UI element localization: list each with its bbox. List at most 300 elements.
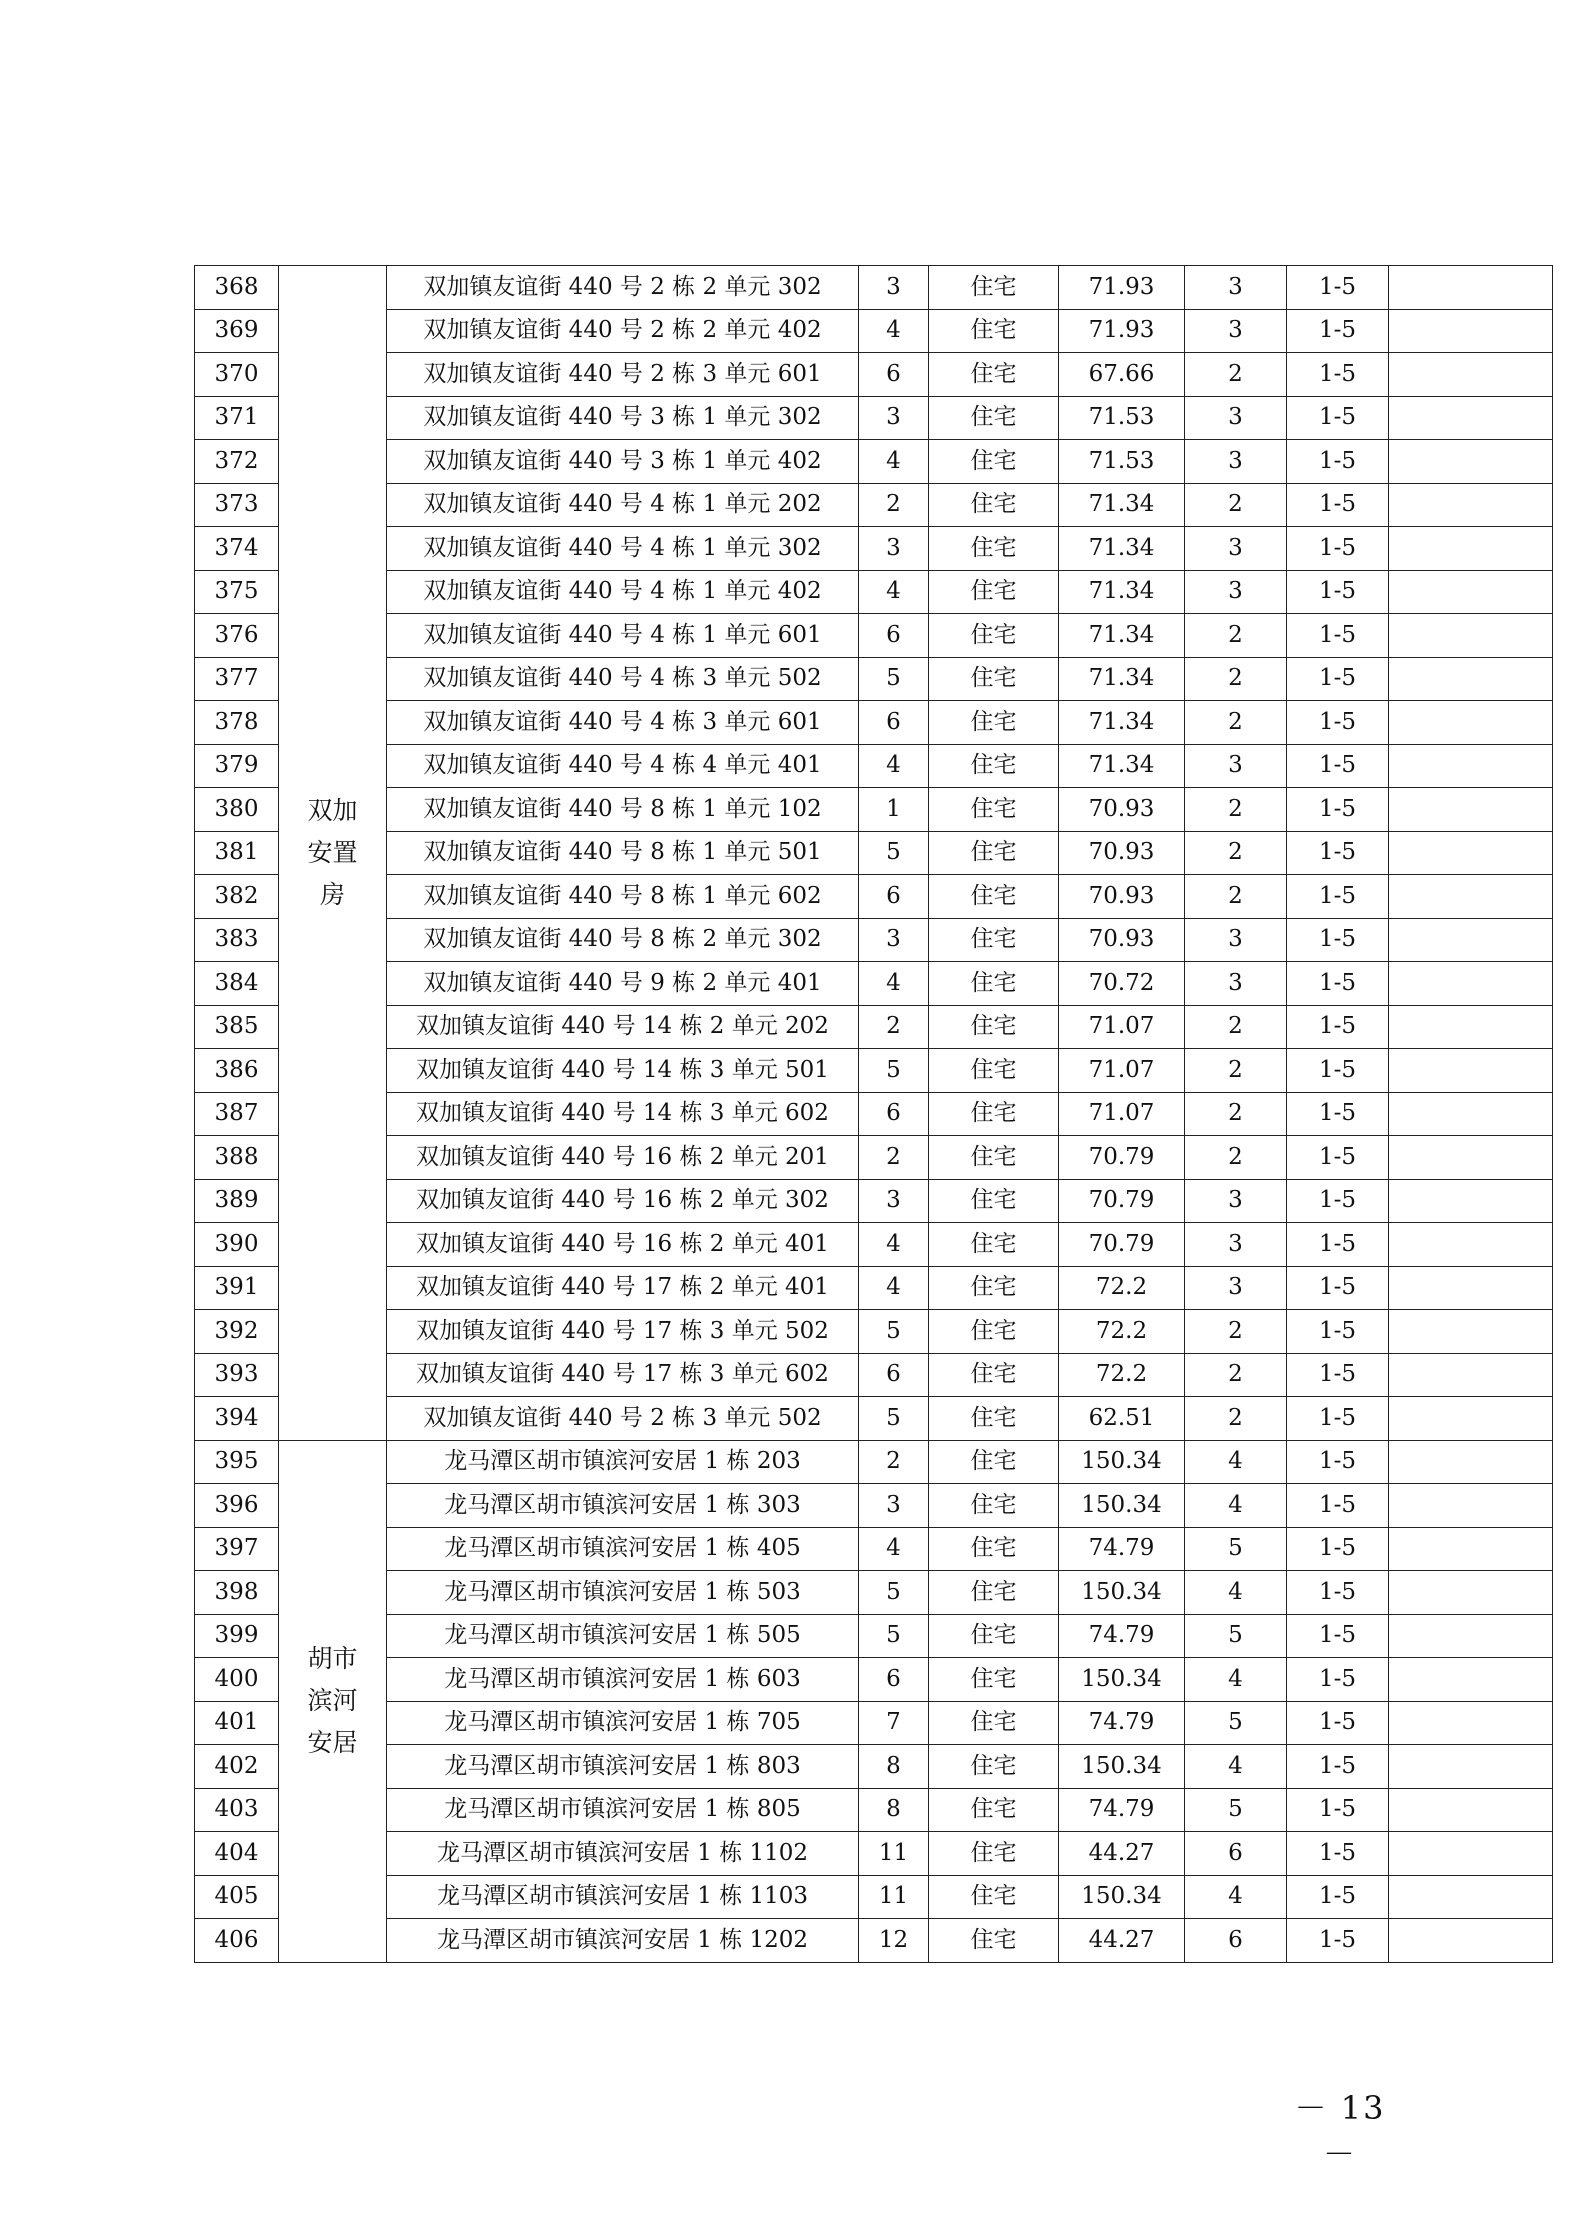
cell-usage: 住宅: [929, 440, 1059, 484]
table-row: [195, 1614, 1553, 1658]
cell-row-number: 401: [195, 1701, 279, 1745]
cell-remark: [1389, 1571, 1553, 1615]
cell-area: 71.34: [1059, 614, 1185, 658]
cell-address: 双加镇友谊街 440 号 14 栋 2 单元 202: [387, 1005, 859, 1049]
cell-area: 44.27: [1059, 1919, 1185, 1963]
cell-usage: 住宅: [929, 353, 1059, 397]
cell-address: 龙马潭区胡市镇滨河安居 1 栋 805: [387, 1788, 859, 1832]
table-row: [195, 1310, 1553, 1354]
cell-remark: [1389, 353, 1553, 397]
cell-row-number: 386: [195, 1049, 279, 1093]
cell-area: 71.34: [1059, 570, 1185, 614]
cell-rooms: 3: [1185, 396, 1287, 440]
cell-rooms: 3: [1185, 570, 1287, 614]
cell-row-number: 393: [195, 1353, 279, 1397]
cell-rooms: 2: [1185, 1310, 1287, 1354]
cell-row-number: 374: [195, 527, 279, 571]
cell-address: 龙马潭区胡市镇滨河安居 1 栋 505: [387, 1614, 859, 1658]
table-row: [195, 1701, 1553, 1745]
cell-row-number: 392: [195, 1310, 279, 1354]
cell-row-number: 380: [195, 788, 279, 832]
cell-remark: [1389, 1353, 1553, 1397]
cell-usage: 住宅: [929, 570, 1059, 614]
cell-area: 71.34: [1059, 701, 1185, 745]
cell-address: 双加镇友谊街 440 号 3 栋 1 单元 302: [387, 396, 859, 440]
cell-area: 70.79: [1059, 1223, 1185, 1267]
group-name-cell: [279, 1440, 387, 1962]
cell-area: 74.79: [1059, 1527, 1185, 1571]
cell-remark: [1389, 1397, 1553, 1441]
cell-term: 1-5: [1287, 1614, 1389, 1658]
table-row: [195, 918, 1553, 962]
cell-floor: 3: [859, 396, 929, 440]
cell-area: 71.93: [1059, 309, 1185, 353]
cell-rooms: 3: [1185, 918, 1287, 962]
cell-remark: [1389, 1484, 1553, 1528]
cell-rooms: 2: [1185, 1092, 1287, 1136]
cell-term: 1-5: [1287, 570, 1389, 614]
cell-rooms: 5: [1185, 1527, 1287, 1571]
cell-usage: 住宅: [929, 1745, 1059, 1789]
cell-remark: [1389, 1788, 1553, 1832]
cell-address: 双加镇友谊街 440 号 16 栋 2 单元 201: [387, 1136, 859, 1180]
cell-term: 1-5: [1287, 1440, 1389, 1484]
table-row: [195, 657, 1553, 701]
cell-area: 71.07: [1059, 1005, 1185, 1049]
cell-area: 70.93: [1059, 918, 1185, 962]
table-row: [195, 744, 1553, 788]
cell-rooms: 2: [1185, 788, 1287, 832]
cell-usage: 住宅: [929, 875, 1059, 919]
cell-address: 双加镇友谊街 440 号 2 栋 3 单元 502: [387, 1397, 859, 1441]
cell-term: 1-5: [1287, 1310, 1389, 1354]
cell-remark: [1389, 701, 1553, 745]
cell-area: 74.79: [1059, 1788, 1185, 1832]
cell-row-number: 391: [195, 1266, 279, 1310]
cell-term: 1-5: [1287, 1571, 1389, 1615]
cell-row-number: 375: [195, 570, 279, 614]
cell-remark: [1389, 918, 1553, 962]
cell-row-number: 369: [195, 309, 279, 353]
cell-usage: 住宅: [929, 1919, 1059, 1963]
cell-usage: 住宅: [929, 1136, 1059, 1180]
table-row: [195, 1527, 1553, 1571]
cell-floor: 6: [859, 701, 929, 745]
cell-term: 1-5: [1287, 1658, 1389, 1702]
cell-term: 1-5: [1287, 1832, 1389, 1876]
cell-term: 1-5: [1287, 744, 1389, 788]
cell-floor: 5: [859, 1310, 929, 1354]
cell-term: 1-5: [1287, 1745, 1389, 1789]
cell-term: 1-5: [1287, 1788, 1389, 1832]
table-row: [195, 1571, 1553, 1615]
cell-usage: 住宅: [929, 396, 1059, 440]
cell-row-number: 395: [195, 1440, 279, 1484]
table-row: [195, 1179, 1553, 1223]
cell-address: 龙马潭区胡市镇滨河安居 1 栋 1102: [387, 1832, 859, 1876]
cell-rooms: 5: [1185, 1701, 1287, 1745]
cell-floor: 5: [859, 831, 929, 875]
cell-address: 龙马潭区胡市镇滨河安居 1 栋 503: [387, 1571, 859, 1615]
page-number: － 13 －: [1294, 2089, 1386, 2173]
cell-row-number: 397: [195, 1527, 279, 1571]
table-row: [195, 266, 1553, 310]
cell-remark: [1389, 266, 1553, 310]
cell-term: 1-5: [1287, 353, 1389, 397]
table-row: [195, 1832, 1553, 1876]
cell-row-number: 371: [195, 396, 279, 440]
cell-term: 1-5: [1287, 1353, 1389, 1397]
cell-usage: 住宅: [929, 1832, 1059, 1876]
cell-rooms: 2: [1185, 483, 1287, 527]
table-row: [195, 1049, 1553, 1093]
cell-area: 70.72: [1059, 962, 1185, 1006]
cell-rooms: 4: [1185, 1440, 1287, 1484]
cell-row-number: 404: [195, 1832, 279, 1876]
cell-remark: [1389, 744, 1553, 788]
cell-address: 龙马潭区胡市镇滨河安居 1 栋 1103: [387, 1875, 859, 1919]
cell-rooms: 2: [1185, 701, 1287, 745]
table-row: [195, 1788, 1553, 1832]
cell-row-number: 387: [195, 1092, 279, 1136]
cell-rooms: 2: [1185, 1397, 1287, 1441]
cell-row-number: 370: [195, 353, 279, 397]
cell-remark: [1389, 614, 1553, 658]
cell-address: 双加镇友谊街 440 号 4 栋 1 单元 601: [387, 614, 859, 658]
cell-row-number: 405: [195, 1875, 279, 1919]
cell-usage: 住宅: [929, 1788, 1059, 1832]
cell-rooms: 6: [1185, 1832, 1287, 1876]
cell-rooms: 2: [1185, 831, 1287, 875]
cell-address: 龙马潭区胡市镇滨河安居 1 栋 705: [387, 1701, 859, 1745]
cell-term: 1-5: [1287, 483, 1389, 527]
cell-usage: 住宅: [929, 1310, 1059, 1354]
cell-row-number: 396: [195, 1484, 279, 1528]
cell-remark: [1389, 1614, 1553, 1658]
cell-term: 1-5: [1287, 1266, 1389, 1310]
cell-usage: 住宅: [929, 1614, 1059, 1658]
table-row: [195, 353, 1553, 397]
cell-term: 1-5: [1287, 657, 1389, 701]
table-row: [195, 1005, 1553, 1049]
cell-address: 双加镇友谊街 440 号 4 栋 1 单元 302: [387, 527, 859, 571]
cell-address: 双加镇友谊街 440 号 17 栋 2 单元 401: [387, 1266, 859, 1310]
cell-floor: 4: [859, 1223, 929, 1267]
table-row: [195, 1223, 1553, 1267]
cell-row-number: 398: [195, 1571, 279, 1615]
cell-remark: [1389, 1745, 1553, 1789]
cell-rooms: 4: [1185, 1571, 1287, 1615]
cell-address: 双加镇友谊街 440 号 16 栋 2 单元 302: [387, 1179, 859, 1223]
cell-row-number: 372: [195, 440, 279, 484]
table-row: [195, 788, 1553, 832]
cell-area: 150.34: [1059, 1484, 1185, 1528]
cell-floor: 5: [859, 657, 929, 701]
cell-term: 1-5: [1287, 1701, 1389, 1745]
cell-usage: 住宅: [929, 1658, 1059, 1702]
cell-floor: 5: [859, 1397, 929, 1441]
cell-floor: 2: [859, 483, 929, 527]
cell-floor: 6: [859, 1353, 929, 1397]
table-row: [195, 962, 1553, 1006]
cell-row-number: 394: [195, 1397, 279, 1441]
cell-row-number: 373: [195, 483, 279, 527]
table-row: [195, 1875, 1553, 1919]
cell-remark: [1389, 527, 1553, 571]
cell-term: 1-5: [1287, 1527, 1389, 1571]
cell-floor: 2: [859, 1136, 929, 1180]
table-row: [195, 701, 1553, 745]
cell-usage: 住宅: [929, 309, 1059, 353]
cell-area: 71.34: [1059, 527, 1185, 571]
cell-floor: 6: [859, 353, 929, 397]
cell-rooms: 3: [1185, 309, 1287, 353]
cell-rooms: 4: [1185, 1745, 1287, 1789]
cell-usage: 住宅: [929, 962, 1059, 1006]
cell-floor: 7: [859, 1701, 929, 1745]
cell-term: 1-5: [1287, 1179, 1389, 1223]
cell-row-number: 384: [195, 962, 279, 1006]
cell-usage: 住宅: [929, 483, 1059, 527]
table-row: [195, 1136, 1553, 1180]
cell-usage: 住宅: [929, 1353, 1059, 1397]
cell-remark: [1389, 1223, 1553, 1267]
cell-area: 70.79: [1059, 1136, 1185, 1180]
cell-rooms: 2: [1185, 1353, 1287, 1397]
table-row: [195, 1266, 1553, 1310]
table-body: [195, 266, 1553, 1963]
cell-rooms: 3: [1185, 266, 1287, 310]
cell-area: 62.51: [1059, 1397, 1185, 1441]
cell-rooms: 2: [1185, 1136, 1287, 1180]
cell-address: 双加镇友谊街 440 号 4 栋 1 单元 402: [387, 570, 859, 614]
cell-term: 1-5: [1287, 440, 1389, 484]
table-row: [195, 1658, 1553, 1702]
cell-area: 74.79: [1059, 1701, 1185, 1745]
cell-term: 1-5: [1287, 1875, 1389, 1919]
cell-term: 1-5: [1287, 701, 1389, 745]
group-name: 胡市滨河安居: [307, 1644, 358, 1757]
cell-rooms: 3: [1185, 1179, 1287, 1223]
cell-floor: 4: [859, 1527, 929, 1571]
cell-address: 双加镇友谊街 440 号 4 栋 4 单元 401: [387, 744, 859, 788]
cell-remark: [1389, 1919, 1553, 1963]
cell-area: 70.93: [1059, 875, 1185, 919]
cell-area: 150.34: [1059, 1745, 1185, 1789]
cell-rooms: 2: [1185, 614, 1287, 658]
cell-row-number: 383: [195, 918, 279, 962]
cell-address: 龙马潭区胡市镇滨河安居 1 栋 803: [387, 1745, 859, 1789]
cell-rooms: 2: [1185, 1049, 1287, 1093]
cell-remark: [1389, 1701, 1553, 1745]
cell-term: 1-5: [1287, 875, 1389, 919]
cell-address: 双加镇友谊街 440 号 14 栋 3 单元 602: [387, 1092, 859, 1136]
cell-usage: 住宅: [929, 1092, 1059, 1136]
cell-floor: 8: [859, 1745, 929, 1789]
cell-rooms: 2: [1185, 353, 1287, 397]
cell-term: 1-5: [1287, 831, 1389, 875]
cell-address: 双加镇友谊街 440 号 2 栋 2 单元 402: [387, 309, 859, 353]
cell-term: 1-5: [1287, 1484, 1389, 1528]
cell-address: 双加镇友谊街 440 号 17 栋 3 单元 502: [387, 1310, 859, 1354]
cell-term: 1-5: [1287, 1005, 1389, 1049]
cell-address: 双加镇友谊街 440 号 2 栋 3 单元 601: [387, 353, 859, 397]
table-row: [195, 1092, 1553, 1136]
cell-remark: [1389, 570, 1553, 614]
cell-rooms: 3: [1185, 440, 1287, 484]
table-row: [195, 614, 1553, 658]
cell-address: 双加镇友谊街 440 号 4 栋 1 单元 202: [387, 483, 859, 527]
cell-remark: [1389, 309, 1553, 353]
cell-usage: 住宅: [929, 1005, 1059, 1049]
cell-row-number: 403: [195, 1788, 279, 1832]
cell-floor: 4: [859, 570, 929, 614]
cell-row-number: 402: [195, 1745, 279, 1789]
cell-address: 双加镇友谊街 440 号 2 栋 2 单元 302: [387, 266, 859, 310]
cell-address: 双加镇友谊街 440 号 8 栋 2 单元 302: [387, 918, 859, 962]
cell-term: 1-5: [1287, 396, 1389, 440]
cell-usage: 住宅: [929, 918, 1059, 962]
cell-row-number: 389: [195, 1179, 279, 1223]
cell-address: 龙马潭区胡市镇滨河安居 1 栋 405: [387, 1527, 859, 1571]
cell-remark: [1389, 1136, 1553, 1180]
cell-usage: 住宅: [929, 1223, 1059, 1267]
cell-row-number: 399: [195, 1614, 279, 1658]
cell-floor: 5: [859, 1049, 929, 1093]
cell-usage: 住宅: [929, 1049, 1059, 1093]
cell-remark: [1389, 875, 1553, 919]
cell-floor: 4: [859, 744, 929, 788]
cell-usage: 住宅: [929, 657, 1059, 701]
cell-usage: 住宅: [929, 788, 1059, 832]
cell-remark: [1389, 1005, 1553, 1049]
cell-usage: 住宅: [929, 831, 1059, 875]
cell-term: 1-5: [1287, 309, 1389, 353]
cell-usage: 住宅: [929, 1266, 1059, 1310]
table-row: [195, 1353, 1553, 1397]
cell-usage: 住宅: [929, 527, 1059, 571]
cell-usage: 住宅: [929, 1701, 1059, 1745]
cell-remark: [1389, 1310, 1553, 1354]
cell-term: 1-5: [1287, 788, 1389, 832]
cell-address: 双加镇友谊街 440 号 8 栋 1 单元 102: [387, 788, 859, 832]
cell-remark: [1389, 440, 1553, 484]
cell-floor: 3: [859, 918, 929, 962]
cell-floor: 6: [859, 875, 929, 919]
cell-area: 67.66: [1059, 353, 1185, 397]
cell-rooms: 6: [1185, 1919, 1287, 1963]
table-row: [195, 570, 1553, 614]
cell-row-number: 379: [195, 744, 279, 788]
cell-term: 1-5: [1287, 1092, 1389, 1136]
cell-rooms: 2: [1185, 657, 1287, 701]
table-row: [195, 396, 1553, 440]
cell-term: 1-5: [1287, 918, 1389, 962]
table-row: [195, 1397, 1553, 1441]
cell-address: 双加镇友谊街 440 号 17 栋 3 单元 602: [387, 1353, 859, 1397]
cell-floor: 3: [859, 1484, 929, 1528]
cell-floor: 6: [859, 614, 929, 658]
cell-usage: 住宅: [929, 266, 1059, 310]
cell-floor: 4: [859, 440, 929, 484]
cell-floor: 4: [859, 1266, 929, 1310]
cell-floor: 11: [859, 1832, 929, 1876]
cell-term: 1-5: [1287, 962, 1389, 1006]
cell-rooms: 5: [1185, 1614, 1287, 1658]
cell-rooms: 3: [1185, 962, 1287, 1006]
group-name: 双加安置房: [307, 795, 358, 909]
cell-floor: 12: [859, 1919, 929, 1963]
cell-area: 70.93: [1059, 788, 1185, 832]
table-row: [195, 1919, 1553, 1963]
cell-rooms: 2: [1185, 875, 1287, 919]
cell-usage: 住宅: [929, 744, 1059, 788]
cell-remark: [1389, 1658, 1553, 1702]
cell-remark: [1389, 1179, 1553, 1223]
cell-floor: 4: [859, 309, 929, 353]
cell-area: 150.34: [1059, 1658, 1185, 1702]
cell-area: 150.34: [1059, 1875, 1185, 1919]
cell-rooms: 3: [1185, 1266, 1287, 1310]
table-row: [195, 527, 1553, 571]
cell-area: 74.79: [1059, 1614, 1185, 1658]
cell-area: 71.07: [1059, 1092, 1185, 1136]
cell-remark: [1389, 1832, 1553, 1876]
cell-term: 1-5: [1287, 266, 1389, 310]
cell-usage: 住宅: [929, 1875, 1059, 1919]
cell-address: 双加镇友谊街 440 号 8 栋 1 单元 501: [387, 831, 859, 875]
cell-remark: [1389, 396, 1553, 440]
cell-row-number: 390: [195, 1223, 279, 1267]
cell-usage: 住宅: [929, 1179, 1059, 1223]
cell-remark: [1389, 788, 1553, 832]
table-row: [195, 440, 1553, 484]
cell-term: 1-5: [1287, 1397, 1389, 1441]
cell-area: 71.53: [1059, 396, 1185, 440]
cell-area: 71.34: [1059, 483, 1185, 527]
cell-address: 龙马潭区胡市镇滨河安居 1 栋 303: [387, 1484, 859, 1528]
cell-area: 150.34: [1059, 1440, 1185, 1484]
cell-usage: 住宅: [929, 1397, 1059, 1441]
cell-address: 龙马潭区胡市镇滨河安居 1 栋 203: [387, 1440, 859, 1484]
cell-term: 1-5: [1287, 614, 1389, 658]
cell-rooms: 2: [1185, 1005, 1287, 1049]
table-row: [195, 1484, 1553, 1528]
cell-floor: 5: [859, 1571, 929, 1615]
table-row: [195, 483, 1553, 527]
cell-term: 1-5: [1287, 1049, 1389, 1093]
cell-remark: [1389, 1266, 1553, 1310]
cell-address: 双加镇友谊街 440 号 3 栋 1 单元 402: [387, 440, 859, 484]
cell-row-number: 381: [195, 831, 279, 875]
cell-floor: 5: [859, 1614, 929, 1658]
cell-usage: 住宅: [929, 1527, 1059, 1571]
cell-area: 72.2: [1059, 1353, 1185, 1397]
cell-remark: [1389, 962, 1553, 1006]
cell-remark: [1389, 831, 1553, 875]
cell-remark: [1389, 1049, 1553, 1093]
cell-remark: [1389, 1092, 1553, 1136]
cell-floor: 2: [859, 1440, 929, 1484]
cell-row-number: 385: [195, 1005, 279, 1049]
cell-address: 双加镇友谊街 440 号 4 栋 3 单元 502: [387, 657, 859, 701]
cell-address: 双加镇友谊街 440 号 16 栋 2 单元 401: [387, 1223, 859, 1267]
cell-area: 71.53: [1059, 440, 1185, 484]
cell-rooms: 4: [1185, 1658, 1287, 1702]
cell-address: 双加镇友谊街 440 号 14 栋 3 单元 501: [387, 1049, 859, 1093]
cell-remark: [1389, 1440, 1553, 1484]
table-row: [195, 831, 1553, 875]
